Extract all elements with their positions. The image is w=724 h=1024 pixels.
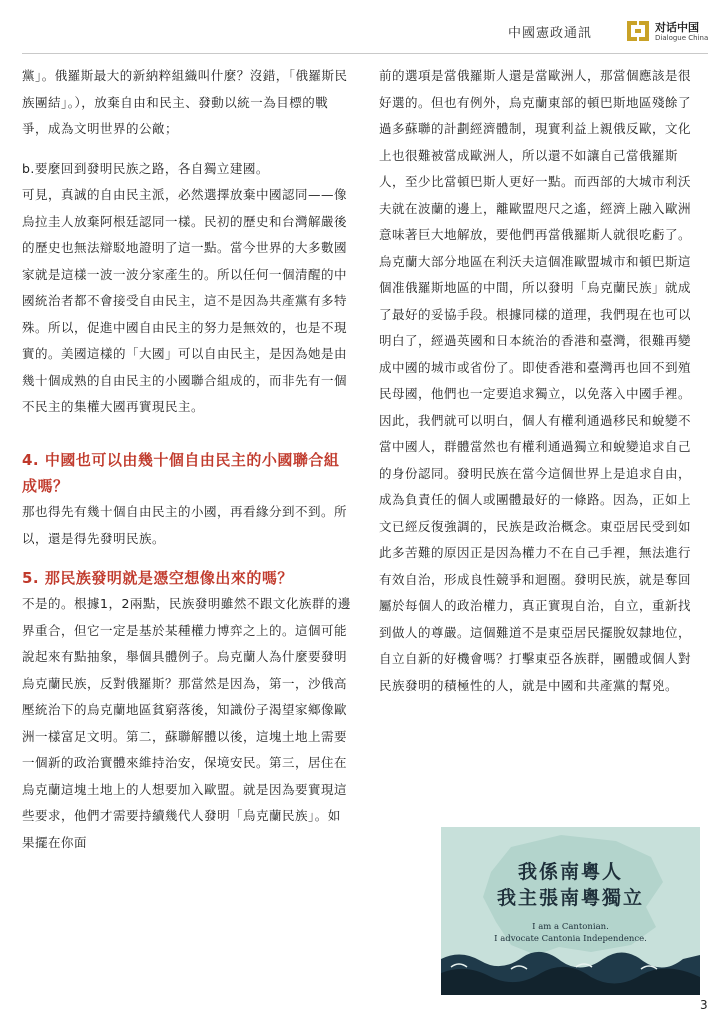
cantonia-independence-poster bbox=[441, 827, 700, 995]
logo-english-text: Dialogue China bbox=[655, 34, 709, 42]
paragraph: 前的選項是當俄羅斯人還是當歐洲人，那當個應該是很好選的。但也有例外，烏克蘭東部的頓巴斯地區殘餘了過多蘇聯的計劃經濟體制，現實利益上親俄反歐，文化上也很難被當成歐洲人，所以還不如讓自己當俄羅斯人，至少比當頓巴斯人更好一點。而西部的大城市利沃夫就在波蘭的邊上，離歐盟咫尺之遙，經濟上融入歐洲意味著巨大地解放，要他們再當俄羅斯人就很吃虧了。烏克蘭大部分地區在利沃夫這個准歐盟城市和頓巴斯這個准俄羅斯地區的中間，所以發明「烏克蘭民族」就成了最好的妥協手段。根據同樣的道理，我們現在也可以明白了，經過英國和日本統治的香港和臺灣，很難再變成中國的城市或省份了。即使香港和臺灣再也回不到殖民母國，他們也一定要追求獨立，以免落入中國手裡。 bbox=[379, 68, 692, 401]
page-header bbox=[0, 0, 724, 58]
right-column bbox=[379, 63, 699, 699]
logo-mark-icon bbox=[624, 17, 652, 45]
page-number: 3 bbox=[700, 998, 708, 1012]
paragraph: 因此，我們就可以明白，個人有權利通過移民和蛻變不當中國人，群體當然也有權利通過獨立和蛻變追求自己的身份認同。發明民族在當今這個世界上是追求自由，成為負責任的個人或團體最好的一條路。因為，正如上文已經反復強調的，民族是政治概念。東亞居民受到如此多苦難的原因正是因為權力不在自己手裡，無法進行有效自治，形成良性競爭和迴圈。發明民族，就是奪回屬於每個人的政治權力，真正實現自治，自立，重新找到做人的尊嚴。這個難道不是東亞居民擺脫奴隸地位，自立自新的好機會嗎？打擊東亞各族群，團體或個人對民族發明的積極性的人，就是中國和共產黨的幫兇。 bbox=[379, 412, 692, 693]
poster-title-line-1: 我係南粵人 bbox=[517, 861, 623, 883]
dialogue-china-logo bbox=[624, 17, 712, 45]
header-divider bbox=[22, 53, 708, 54]
poster-english-line-1: I am a Cantonian. bbox=[532, 922, 609, 932]
section-heading-4: 4. 中國也可以由幾十個自由民主的小國聯合組成嗎？ bbox=[22, 451, 340, 495]
logo-chinese-text: 对话中国 bbox=[655, 21, 699, 34]
publication-name: 中國憲政通訊 bbox=[508, 26, 593, 41]
paragraph: 不是的。根據1，2兩點，民族發明雖然不跟文化族群的邊界重合，但它一定是基於某種權力博弈之上的。這個可能說起來有點抽象，舉個具體例子。烏克蘭人為什麼要發明烏克蘭民族，反對俄羅斯？那當然是因為，第一，沙俄高壓統治下的烏克蘭地區貧窮落後，知識份子渴望家鄉像歐洲一樣富足文明。第二，蘇聯解體以後，這塊土地上需要一個新的政治實體來維持治安，保境安民。第三，居住在烏克蘭這塊土地上的人想要加入歐盟。就是因為要實現這些要求，他們才需要持續幾代人發明「烏克蘭民族」。如果擺在你面 bbox=[22, 596, 351, 850]
paragraph: b.要麼回到發明民族之路，各自獨立建國。 bbox=[22, 160, 269, 176]
section-heading-5: 5. 那民族發明就是憑空想像出來的嗎？ bbox=[22, 569, 293, 587]
poster-title-line-2: 我主張南粵獨立 bbox=[496, 887, 644, 909]
left-column bbox=[22, 63, 352, 856]
poster-map-and-waves-image bbox=[441, 827, 700, 995]
poster-english-line-2: I advocate Cantonia Independence. bbox=[494, 934, 647, 944]
paragraph: 黨」。俄羅斯最大的新納粹組織叫什麼？沒錯，「俄羅斯民族團結」。），放棄自由和民主、發動以統一為目標的戰爭，成為文明世界的公敵； bbox=[22, 68, 348, 136]
paragraph: 可見，真誠的自由民主派，必然選擇放棄中國認同——像烏拉圭人放棄阿根廷認同一樣。民初的歷史和台灣解嚴後的歷史也無法辯駁地證明了這一點。當今世界的大多數國家就是這樣一波一波分家產生的。所以任何一個清醒的中國統治者都不會接受自由民主，這不是因為共產黨有多特殊。所以，促進中國自由民主的努力是無效的，也是不現實的。美國這樣的「大國」可以自由民主，是因為她是由幾十個成熟的自由民主的小國聯合組成的，而非先有一個不民主的集權大國再實現民主。 bbox=[22, 187, 348, 414]
paragraph: 那也得先有幾十個自由民主的小國，再看緣分到不到。所以，還是得先發明民族。 bbox=[22, 504, 348, 546]
